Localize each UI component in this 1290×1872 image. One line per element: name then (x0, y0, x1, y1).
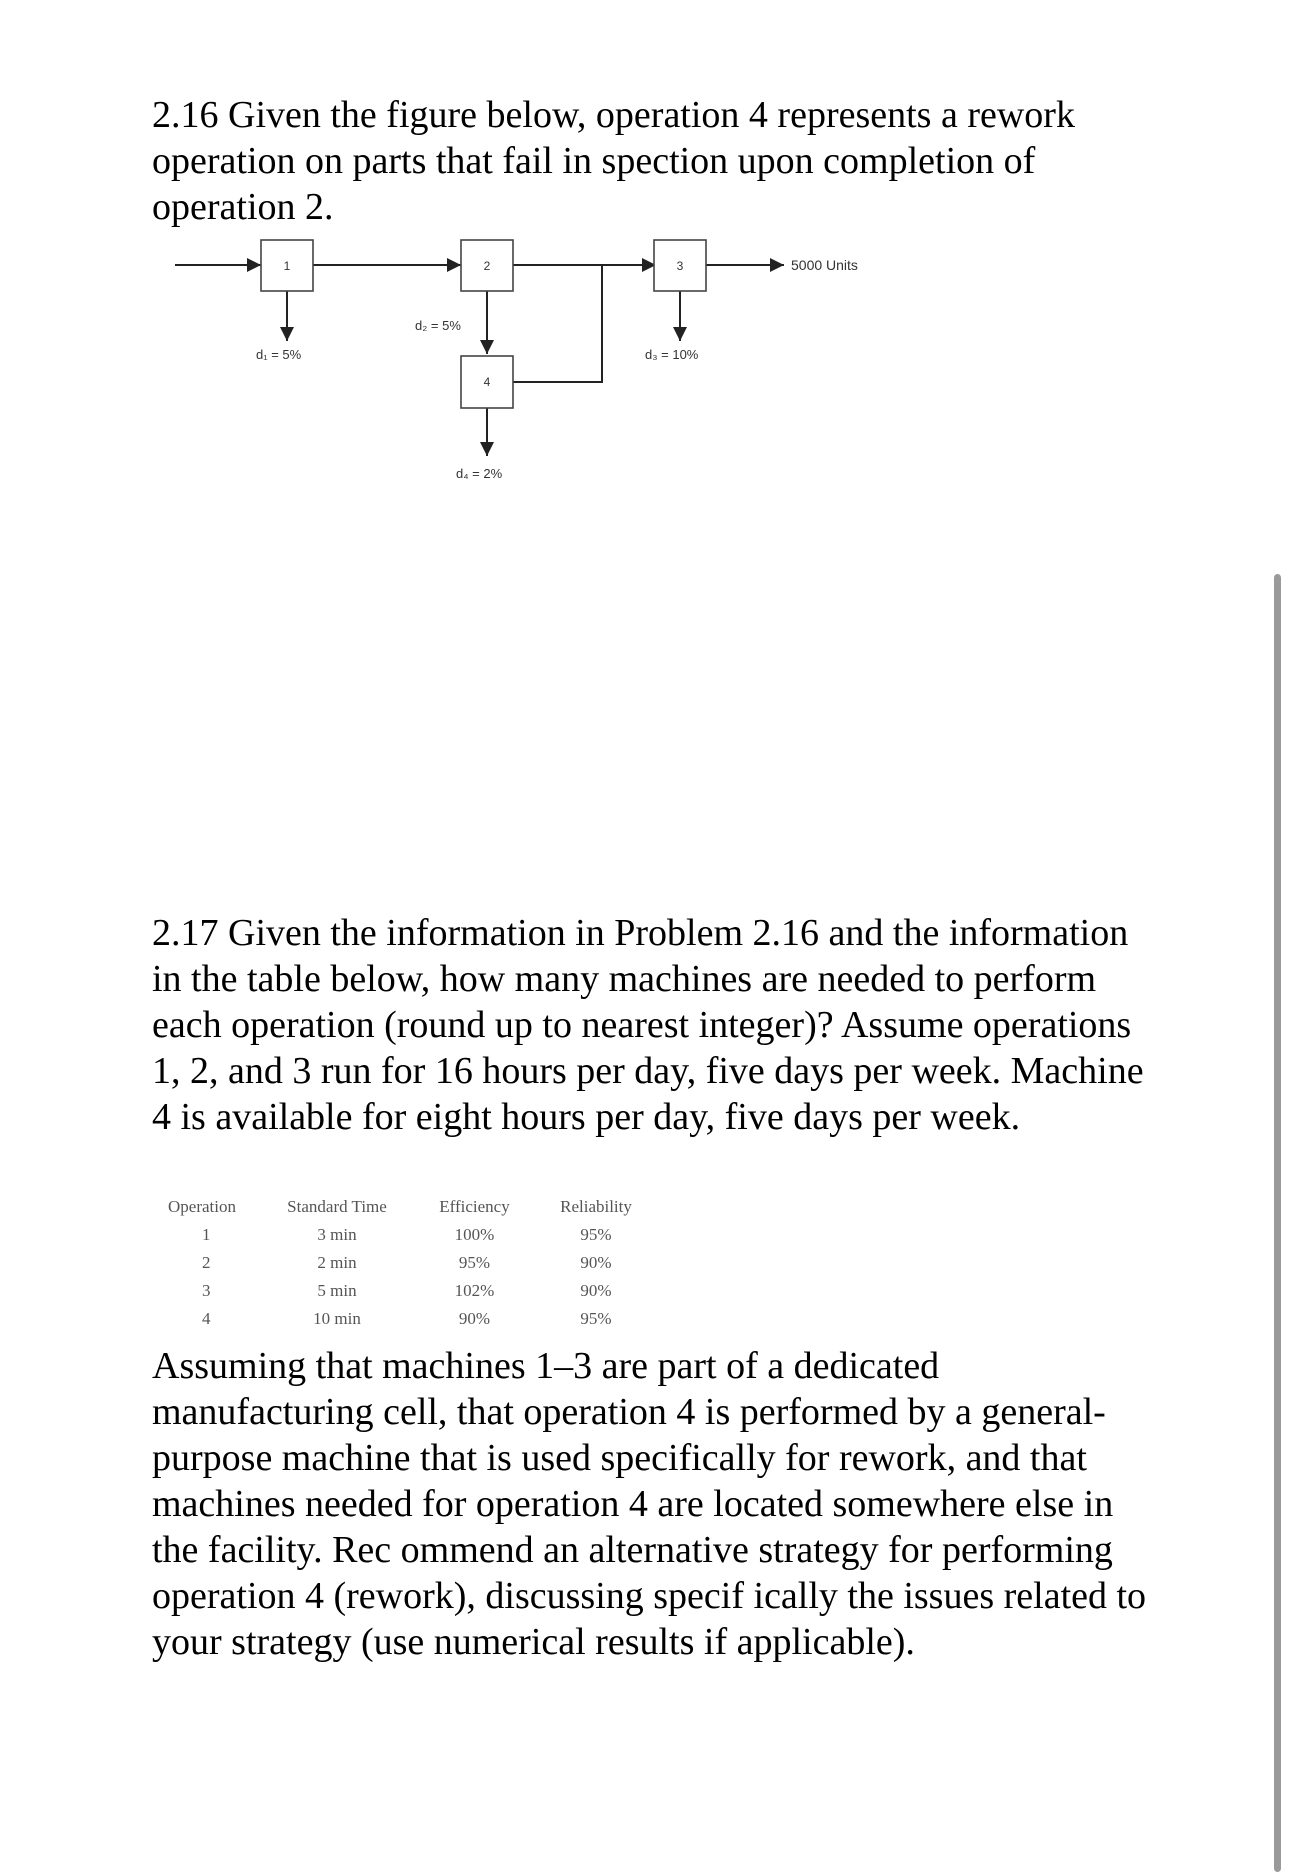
op-2-label: 2 (483, 259, 491, 273)
cell-efficiency: 102% (454, 1281, 495, 1300)
table-row (168, 1249, 655, 1277)
cell-standard-time: 10 min (313, 1309, 361, 1328)
cell-standard-time: 3 min (317, 1225, 357, 1244)
vertical-scrollbar[interactable] (1274, 574, 1281, 1872)
table-row (168, 1305, 655, 1333)
header-standard-time: Standard Time (287, 1197, 387, 1216)
problem-2-16-text: 2.16 Given the figure below, operation 4 represents a rework operation on parts that fail in spection upon completion of operation 2. (152, 94, 1075, 228)
cell-reliability: 95% (580, 1309, 612, 1328)
d4-label: d₄ = 2% (456, 466, 503, 481)
d1-label: d₁ = 5% (256, 347, 302, 362)
table-header-row (168, 1193, 655, 1221)
op-1-label: 1 (283, 259, 291, 273)
cell-operation: 4 (202, 1309, 211, 1328)
cell-reliability: 90% (580, 1253, 612, 1272)
header-reliability: Reliability (560, 1197, 632, 1216)
problem-2-17-text: 2.17 Given the information in Problem 2.16 and the information in the table below, how many machines are needed to perform each operation (round up to nearest integer)? Assume operations 1, 2, and 3 run for 16 hours per day, five days per week. Machine 4 is available for eight hours per day, five days per week. (152, 912, 1144, 1138)
cell-standard-time: 2 min (317, 1253, 357, 1272)
rework-return-line (513, 265, 602, 382)
header-efficiency: Efficiency (439, 1197, 510, 1216)
process-flow-diagram (160, 230, 920, 500)
cell-efficiency: 100% (454, 1225, 495, 1244)
cell-efficiency: 95% (458, 1253, 491, 1272)
op-3-label: 3 (676, 259, 684, 273)
d3-label: d₃ = 10% (645, 347, 699, 362)
cell-efficiency: 90% (458, 1309, 491, 1328)
table-row (168, 1221, 655, 1249)
cell-reliability: 95% (580, 1225, 612, 1244)
output-units-label: 5000 Units (791, 257, 858, 273)
operations-table (168, 1193, 655, 1333)
cell-reliability: 90% (580, 1281, 612, 1300)
cell-standard-time: 5 min (317, 1281, 357, 1300)
assumption-text: Assuming that machines 1–3 are part of a dedicated manufacturing cell, that operation 4 is performed by a general-purpose machine that is used specifically for rework, and that machines needed for operation 4 are located somewhere else in the facility. Rec ommend an alternative strategy for performing operation 4 (rework), discussing specif ically the issues related to your strategy (use numerical results if applicable). (152, 1345, 1147, 1663)
header-operation: Operation (168, 1197, 236, 1216)
cell-operation: 1 (202, 1225, 211, 1244)
d2-label: d₂ = 5% (415, 318, 461, 333)
op-4-label: 4 (483, 375, 491, 389)
cell-operation: 3 (202, 1281, 211, 1300)
table-row (168, 1277, 655, 1305)
cell-operation: 2 (202, 1253, 211, 1272)
